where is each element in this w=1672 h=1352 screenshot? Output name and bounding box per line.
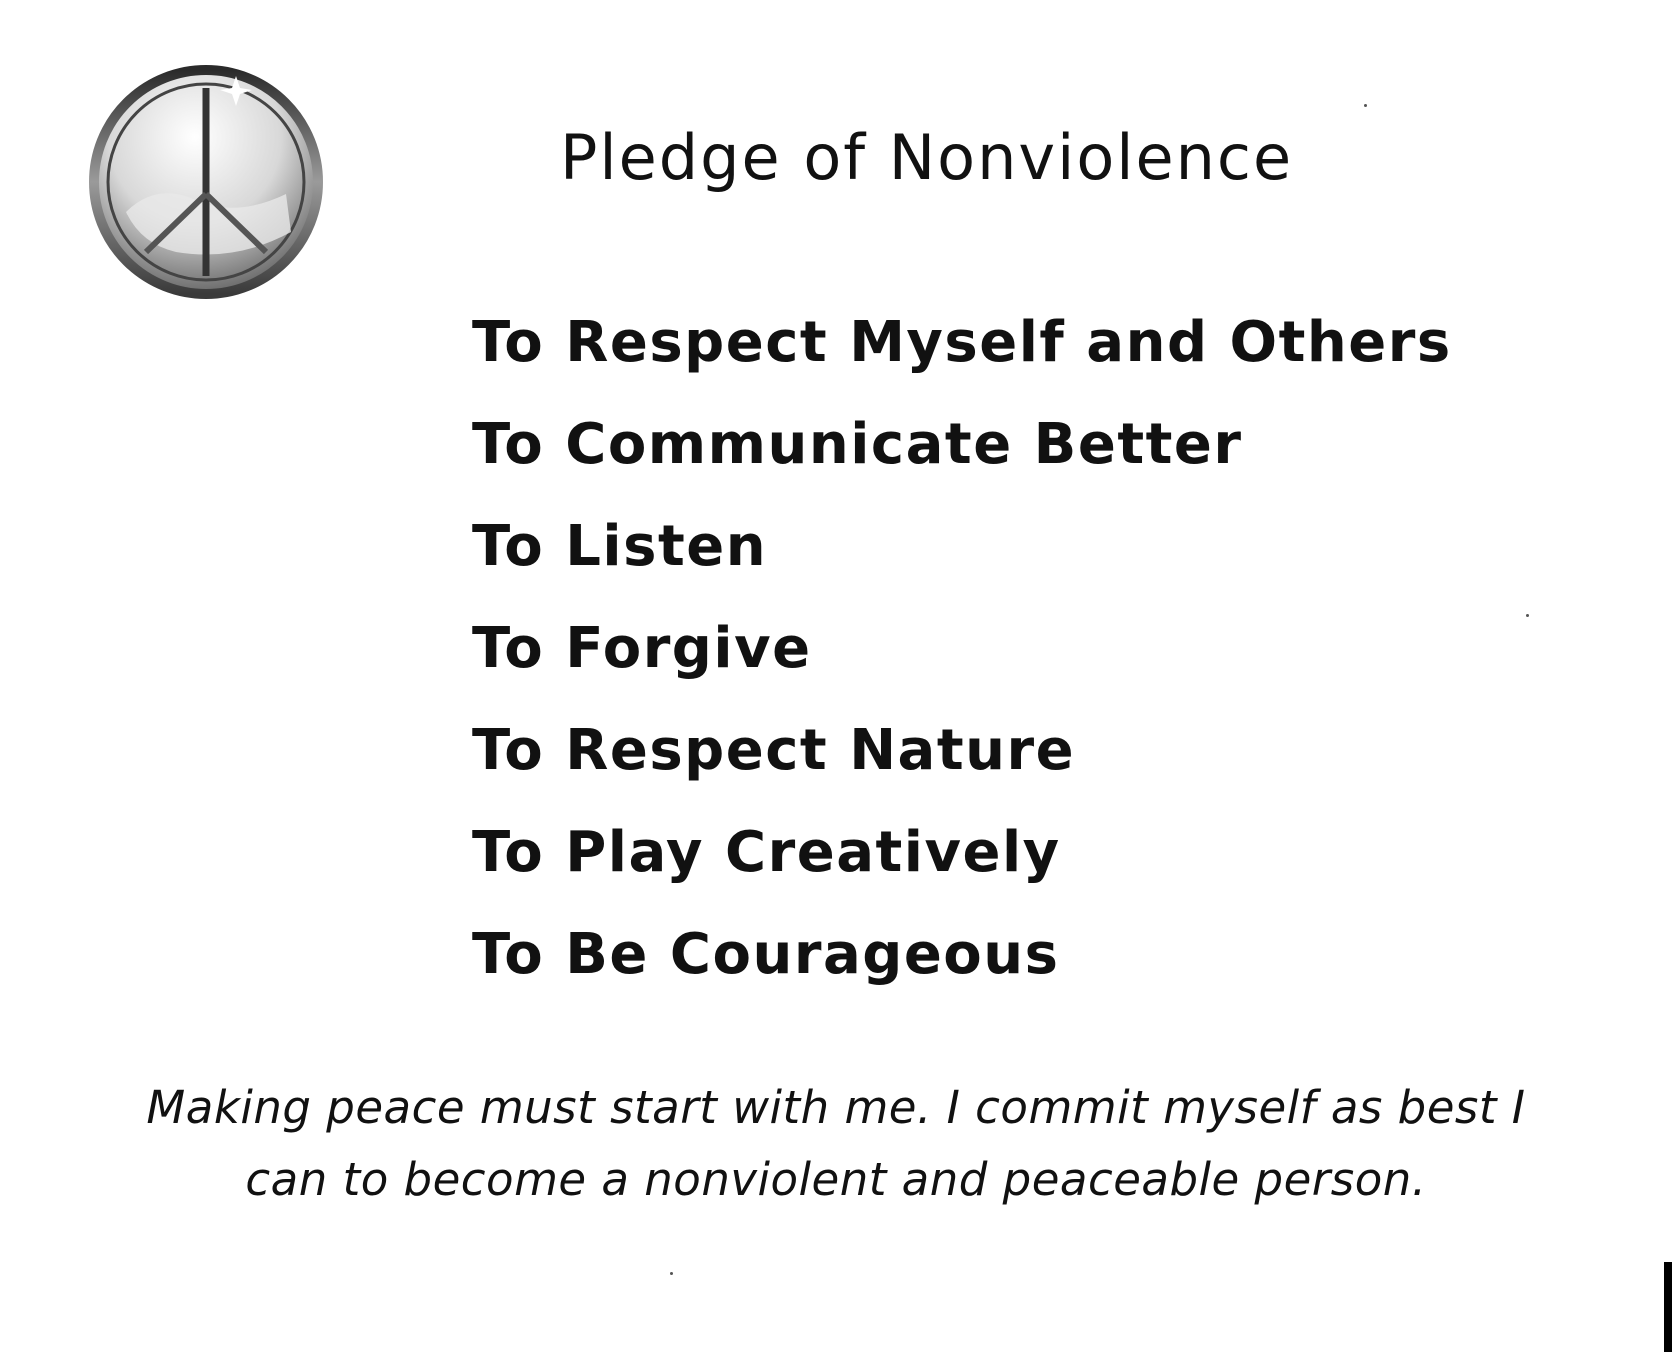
pledge-item: To Respect Myself and Others xyxy=(472,310,1452,375)
scan-speck xyxy=(670,1272,673,1275)
pledge-item: To Listen xyxy=(472,514,768,579)
pledge-item: To Respect Nature xyxy=(472,718,1076,783)
commitment-line: can to become a nonviolent and peaceable person. xyxy=(245,1153,1427,1206)
pledge-item: To Forgive xyxy=(472,616,812,681)
pledge-item: To Communicate Better xyxy=(472,412,1243,477)
commitment-statement xyxy=(120,1072,1552,1216)
pledge-item: To Play Creatively xyxy=(472,820,1061,885)
pledge-list xyxy=(472,292,1452,1006)
peace-symbol-icon xyxy=(86,62,326,302)
page-title: Pledge of Nonviolence xyxy=(560,121,1294,194)
commitment-line: Making peace must start with me. I commit myself as best I xyxy=(146,1081,1526,1134)
scan-edge-mark xyxy=(1664,1262,1672,1352)
scan-speck xyxy=(1364,104,1367,107)
pledge-item: To Be Courageous xyxy=(472,922,1060,987)
scan-speck xyxy=(1526,614,1529,617)
